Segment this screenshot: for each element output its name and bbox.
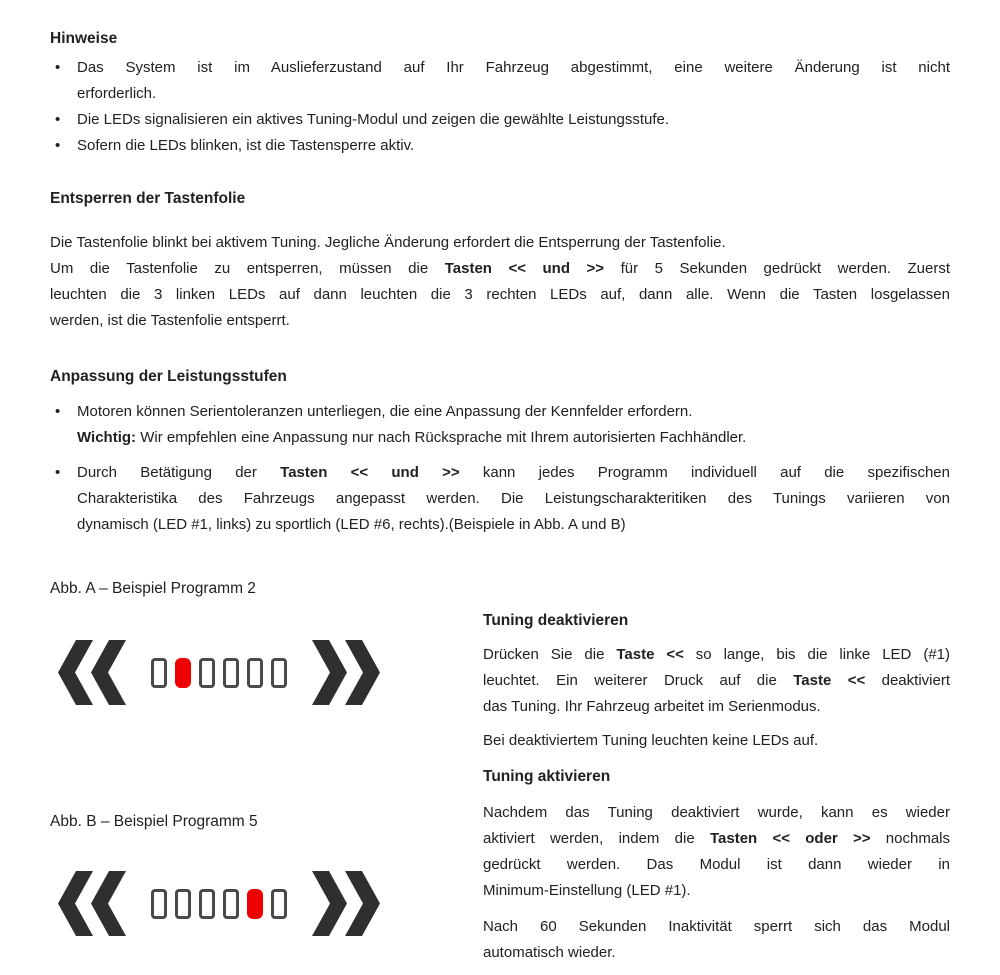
- text-segment: Um die Tastenfolie zu entsperren, müssen die: [50, 260, 445, 277]
- led-1-off: [151, 658, 167, 688]
- figures-and-instructions: [50, 568, 950, 966]
- text-segment: nochmals: [870, 830, 950, 847]
- led-2-active: [175, 658, 191, 688]
- heading-entsperren: Entsperren der Tastenfolie: [50, 190, 246, 207]
- figure-a-led-display: [58, 640, 483, 705]
- taste-key-bold: Taste <<: [793, 672, 866, 689]
- figure-a-caption: Abb. A – Beispiel Programm 2: [50, 580, 256, 597]
- chevron-left-icon: [58, 640, 126, 705]
- text-segment: leuchtet. Ein weiterer Druck auf die: [483, 672, 794, 689]
- bullet-icon: •: [55, 403, 61, 420]
- text-line: automatisch wieder.: [483, 944, 616, 961]
- text-line: werden, ist die Tastenfolie entsperrt.: [50, 312, 290, 329]
- led-row: [151, 889, 287, 919]
- text-line: leuchten die 3 linken LEDs auf dann leuchten die 3 rechten LEDs auf, dann alle. Wenn die Tasten losgelassen: [50, 286, 950, 303]
- text-line: [483, 668, 950, 694]
- text-segment: so lange, bis die linke LED (#1): [683, 646, 950, 663]
- text-line: [483, 826, 950, 852]
- text-segment: Wir empfehlen eine Anpassung nur nach Rücksprache mit Ihrem autorisierten Fachhändler.: [136, 429, 747, 446]
- bullet-text: [77, 399, 950, 451]
- figure-b-caption: Abb. B – Beispiel Programm 5: [50, 813, 258, 830]
- text-line: gedrückt werden. Das Modul ist dann wieder in: [483, 856, 950, 873]
- list-item: [50, 55, 950, 107]
- bullet-text: [77, 460, 950, 538]
- paragraph: [483, 914, 950, 966]
- bullet-icon: •: [55, 137, 61, 154]
- led-1-off: [151, 889, 167, 919]
- tasten-keys-bold: Tasten << und >>: [444, 260, 605, 277]
- paragraph: [50, 230, 950, 334]
- text-line: [50, 256, 950, 282]
- chevron-right-icon: [312, 871, 380, 936]
- text-segment: Drücken Sie die: [483, 646, 617, 663]
- text-segment: Durch Betätigung der: [77, 464, 281, 481]
- bullet-icon: •: [55, 111, 61, 128]
- led-4-off: [223, 658, 239, 688]
- heading-tuning-aktivieren: Tuning aktivieren: [483, 768, 611, 785]
- led-2-off: [175, 889, 191, 919]
- instructions-column: [483, 568, 950, 966]
- text-line: Nach 60 Sekunden Inaktivität sperrt sich das Modul: [483, 918, 950, 935]
- list-item: [50, 460, 950, 538]
- paragraph: [483, 642, 950, 720]
- bullet-text: [77, 55, 950, 107]
- paragraph: Bei deaktiviertem Tuning leuchten keine LEDs auf.: [483, 732, 819, 749]
- bullet-text: Sofern die LEDs blinken, ist die Tastensperre aktiv.: [77, 137, 415, 154]
- taste-key-bold: Taste <<: [616, 646, 684, 663]
- bullet-icon: •: [55, 59, 61, 76]
- led-4-off: [223, 889, 239, 919]
- text-segment: aktiviert werden, indem die: [483, 830, 710, 847]
- led-5-off: [247, 658, 263, 688]
- text-segment: kann jedes Programm individuell auf die spezifischen: [459, 464, 950, 481]
- text-line: [77, 460, 950, 486]
- text-segment: für 5 Sekunden gedrückt werden. Zuerst: [604, 260, 951, 277]
- list-item: [50, 399, 950, 451]
- figure-b-led-display: [58, 871, 483, 936]
- text-line: das Tuning. Ihr Fahrzeug arbeitet im Serienmodus.: [483, 698, 821, 715]
- led-row: [151, 658, 287, 688]
- wichtig-bold: Wichtig:: [77, 429, 137, 446]
- text-line: Charakteristika des Fahrzeugs angepasst werden. Die Leistungscharakteritiken des Tunings variieren von: [77, 490, 950, 507]
- led-3-off: [199, 658, 215, 688]
- led-5-active: [247, 889, 263, 919]
- text-line: Motoren können Serientoleranzen unterliegen, die eine Anpassung der Kennfelder erfordern.: [77, 403, 693, 420]
- list-item: [50, 107, 950, 133]
- bullet-text: Die LEDs signalisieren ein aktives Tuning-Modul und zeigen die gewählte Leistungsstufe.: [77, 111, 670, 128]
- text-line: Nachdem das Tuning deaktiviert wurde, kann es wieder: [483, 804, 950, 821]
- tasten-keys-bold: Tasten << und >>: [280, 464, 460, 481]
- text-line: [483, 642, 950, 668]
- text-line: Minimum-Einstellung (LED #1).: [483, 882, 691, 899]
- led-3-off: [199, 889, 215, 919]
- tasten-keys-bold: Tasten << oder >>: [709, 830, 871, 847]
- section-anpassung: [50, 366, 950, 538]
- text-line: [77, 425, 950, 451]
- chevron-left-icon: [58, 871, 126, 936]
- text-line: dynamisch (LED #1, links) zu sportlich (LED #6, rechts).(Beispiele in Abb. A und B): [77, 516, 626, 533]
- led-6-off: [271, 889, 287, 919]
- paragraph: [483, 800, 950, 904]
- section-hinweise: [50, 28, 950, 159]
- figure-column: [50, 568, 483, 966]
- text-line: Das System ist im Auslieferzustand auf Ihr Fahrzeug abgestimmt, eine weitere Änderung ist nicht: [77, 59, 950, 76]
- bullet-icon: •: [55, 464, 61, 481]
- section-entsperren: [50, 188, 950, 334]
- heading-anpassung: Anpassung der Leistungsstufen: [50, 368, 287, 385]
- text-line: erforderlich.: [77, 85, 157, 102]
- chevron-right-icon: [312, 640, 380, 705]
- led-6-off: [271, 658, 287, 688]
- heading-hinweise: Hinweise: [50, 30, 118, 47]
- text-line: Die Tastenfolie blinkt bei aktivem Tuning. Jegliche Änderung erfordert die Entsperrung der Tastenfolie.: [50, 234, 726, 251]
- text-segment: deaktiviert: [865, 672, 950, 689]
- heading-tuning-deaktivieren: Tuning deaktivieren: [483, 612, 629, 629]
- list-item: [50, 133, 950, 159]
